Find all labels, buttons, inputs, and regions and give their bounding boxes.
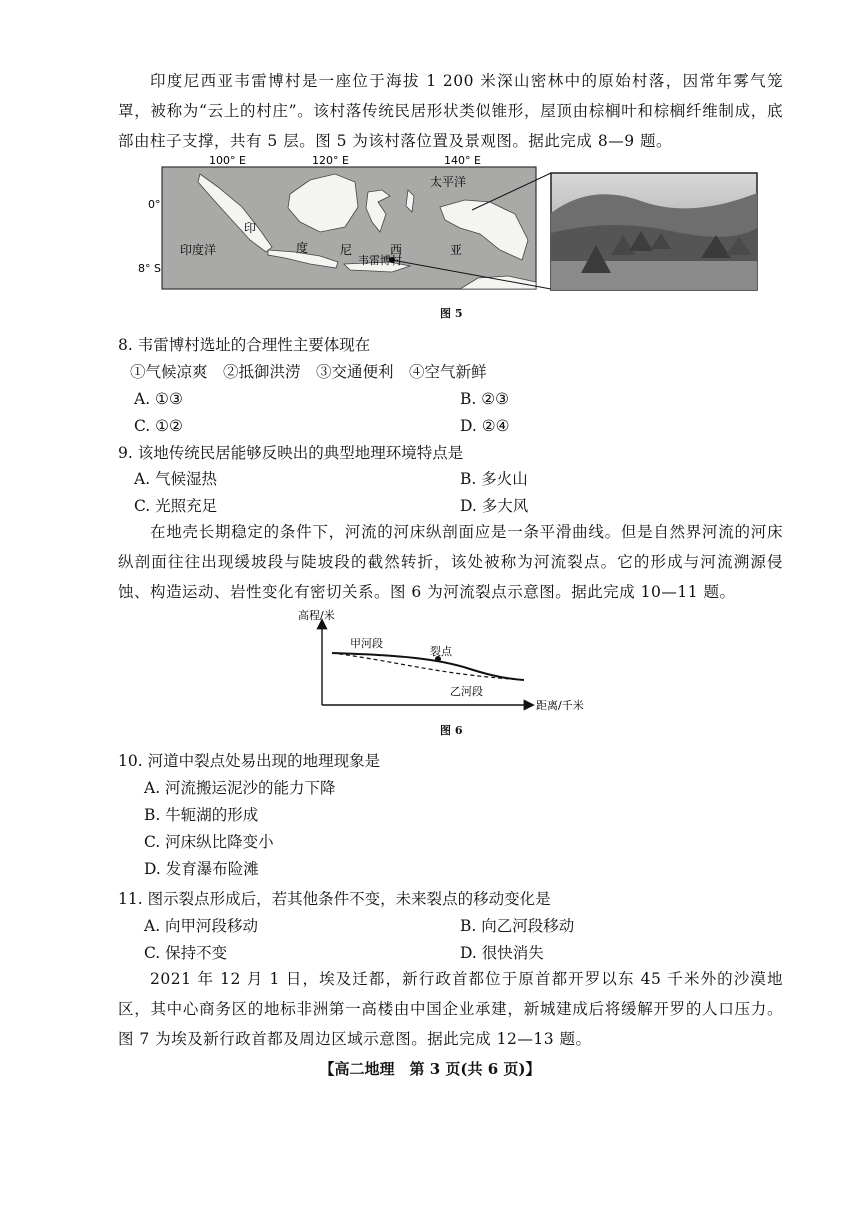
q10-option-b: B. 牛轭湖的形成: [144, 806, 259, 824]
q9-option-a: A. 气候湿热: [134, 470, 218, 488]
lon-label: 140° E: [444, 154, 481, 167]
q9-option-c: C. 光照充足: [134, 497, 218, 515]
q9-stem: 9. 该地传统民居能够反映出的典型地理环境特点是: [118, 444, 464, 462]
village-landscape-photo: [551, 173, 757, 290]
lon-label: 120° E: [312, 154, 349, 167]
country-label: 度: [296, 241, 309, 255]
passage-2: 在地壳长期稳定的条件下，河流的河床纵剖面应是一条平滑曲线。但是自然界河流的河床纵剖面往往出现缓坡段与陡坡段的截然转折，该处被称为河流裂点。它的形成与河流溯源侵蚀、构造运动、岩性变化有密切关系。图 6 为河流裂点示意图。据此完成 10—11 题。: [118, 523, 783, 601]
pacific-label: 太平洋: [430, 175, 467, 189]
q10-stem: 10. 河道中裂点处易出现的地理现象是: [118, 752, 381, 770]
indian-ocean-label: 印度洋: [180, 243, 217, 257]
q10-option-c: C. 河床纵比降变小: [144, 833, 274, 851]
y-axis-label: 高程/米: [298, 609, 335, 622]
q8-option-a: A. ①③: [134, 390, 183, 408]
q8-option-c: C. ①②: [134, 417, 183, 435]
page-footer: 【高二地理 第 3 页(共 6 页)】: [319, 1060, 541, 1078]
q11-option-a: A. 向甲河段移动: [144, 917, 259, 935]
lat-label: 0°: [148, 198, 161, 211]
passage-1: 印度尼西亚韦雷博村是一座位于海拔 1 200 米深山密林中的原始村落，因常年雾气笼罩，被称为“云上的村庄”。该村落传统民居形状类似锥形，屋顶由棕榈叶和棕榈纤维制成，底部由柱子支撑，共有 5 层。图 5 为该村落位置及景观图。据此完成 8—9 题。: [118, 72, 783, 150]
q10-option-a: A. 河流搬运泥沙的能力下降: [144, 779, 336, 797]
country-label: 印: [244, 221, 257, 235]
knickpoint-label: 裂点: [430, 645, 452, 658]
village-label: 韦雷博村: [358, 254, 402, 267]
q11-option-c: C. 保持不变: [144, 944, 228, 962]
q11-stem: 11. 图示裂点形成后，若其他条件不变，未来裂点的移动变化是: [118, 890, 551, 908]
q11-option-b: B. 向乙河段移动: [460, 917, 575, 935]
segment-b-label: 乙河段: [450, 685, 483, 698]
knickpoint-diagram: [290, 607, 610, 717]
lon-label: 100° E: [209, 154, 246, 167]
lat-label: 8° S: [138, 262, 161, 275]
q9-option-d: D. 多大风: [460, 497, 529, 515]
passage-3: 2021 年 12 月 1 日，埃及迁都，新行政首都位于原首都开罗以东 45 千米外的沙漠地区，其中心商务区的地标非洲第一高楼由中国企业承建，新城建成后将缓解开罗的人口压力。图 7 为埃及新行政首都及周边区域示意图。据此完成 12—13 题。: [118, 970, 783, 1048]
x-axis-label: 距离/千米: [536, 699, 584, 712]
country-label: 西: [390, 243, 403, 257]
country-label: 尼: [340, 243, 353, 257]
fig6-caption: 图 6: [440, 724, 463, 737]
q8-items: ①气候凉爽 ②抵御洪涝 ③交通便利 ④空气新鲜: [130, 363, 487, 381]
q10-option-d: D. 发育瀑布险滩: [144, 860, 259, 878]
country-label: 亚: [450, 243, 463, 257]
fig5-caption: 图 5: [440, 307, 463, 320]
indonesia-map: [138, 152, 540, 292]
q9-option-b: B. 多火山: [460, 470, 528, 488]
segment-a-label: 甲河段: [350, 637, 383, 650]
q8-option-b: B. ②③: [460, 390, 510, 408]
q8-option-d: D. ②④: [460, 417, 510, 435]
q11-option-d: D. 很快消失: [460, 944, 544, 962]
q8-stem: 8. 韦雷博村选址的合理性主要体现在: [118, 336, 371, 354]
